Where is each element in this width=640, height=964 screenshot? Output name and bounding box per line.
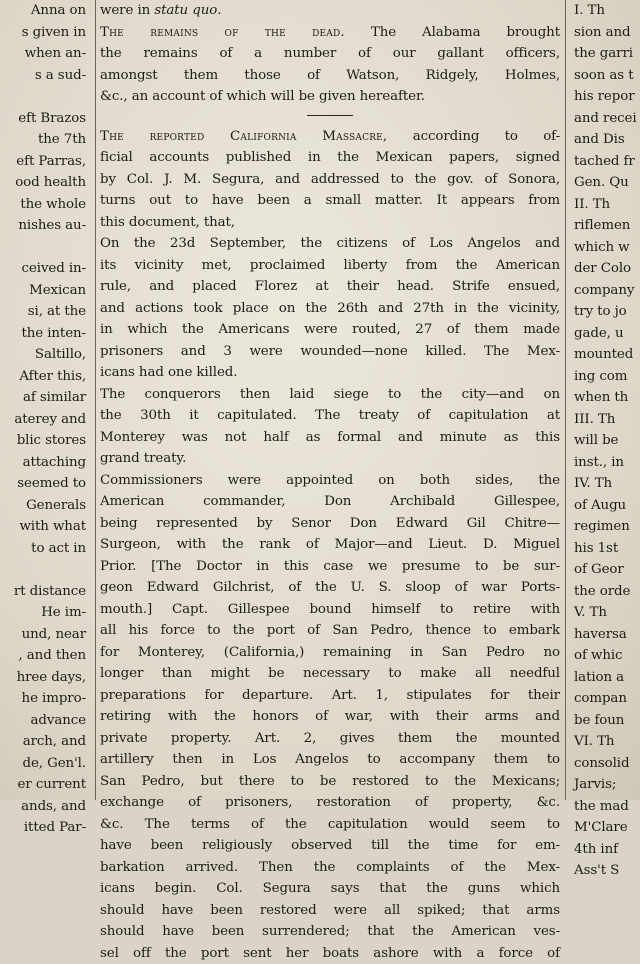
column-rule-left [95, 0, 96, 800]
left-column-line: s given in [0, 22, 90, 44]
article-line: private property. Art. 2, gives them the mounted [100, 728, 560, 750]
article-line: all his force to the port of San Pedro, thence to embark [100, 620, 560, 642]
right-column-line: IV. Th [570, 473, 640, 495]
article-line: San Pedro, but there to be restored to the Mexicans; [100, 771, 560, 793]
right-column-line: compan [570, 688, 640, 710]
article-line: in which the Americans were routed, 27 of them made [100, 319, 560, 341]
right-column-line: which w [570, 237, 640, 259]
article-line: by Col. J. M. Segura, and addressed to the gov. of Sonora, [100, 169, 560, 191]
right-column-line: riflemen [570, 215, 640, 237]
right-column-line: ing com [570, 366, 640, 388]
article-line: the 30th it capitulated. The treaty of capitulation at [100, 405, 560, 427]
right-column-line: of whic [570, 645, 640, 667]
right-column-line: tached fr [570, 151, 640, 173]
left-column-line: arch, and [0, 731, 90, 753]
left-column-line: ands, and [0, 796, 90, 818]
article-line: its vicinity met, proclaimed liberty from the American [100, 255, 560, 277]
massacre-heading: The reported California Massacre, [100, 129, 387, 144]
right-column-line: Jarvis; [570, 774, 640, 796]
article-separator [307, 115, 353, 116]
left-column-line [0, 237, 90, 259]
left-column-line: de, Gen'l. [0, 753, 90, 775]
right-column-line: 4th inf [570, 839, 640, 861]
right-column-line: M'Clare [570, 817, 640, 839]
article-line: and actions took place on the 26th and 27th in the vicinity, [100, 298, 560, 320]
left-column-line: the whole [0, 194, 90, 216]
left-column-line: when an- [0, 43, 90, 65]
article-line: amongst them those of Watson, Ridgely, Holmes, [100, 65, 560, 87]
article-line: rule, and placed Florez at their head. Strife ensued, [100, 276, 560, 298]
article-line [100, 22, 560, 44]
right-column-line: II. Th [570, 194, 640, 216]
right-column-line: consolid [570, 753, 640, 775]
left-column-line: advance [0, 710, 90, 732]
right-column-line: of Augu [570, 495, 640, 517]
left-column-line: nishes au- [0, 215, 90, 237]
right-column-line: soon as t [570, 65, 640, 87]
right-column-line: regimen [570, 516, 640, 538]
left-column-line: aterey and [0, 409, 90, 431]
left-column-line: Saltillo, [0, 344, 90, 366]
article-line: &c. The terms of the capitulation would seem to [100, 814, 560, 836]
left-column-line: After this, [0, 366, 90, 388]
right-column-line: the orde [570, 581, 640, 603]
article-line: Commissioners were appointed on both sides, the [100, 470, 560, 492]
left-column-line: he impro- [0, 688, 90, 710]
left-column-line: rt distance [0, 581, 90, 603]
right-column-line: I. Th [570, 0, 640, 22]
right-column-line: mounted [570, 344, 640, 366]
left-column-line: itted Par- [0, 817, 90, 839]
article-line: should have been restored were all spiked; that arms [100, 900, 560, 922]
article-line: geon Edward Gilchrist, of the U. S. sloop of war Ports- [100, 577, 560, 599]
left-column-line: the 7th [0, 129, 90, 151]
left-column-line: si, at the [0, 301, 90, 323]
article-line: The conquerors then laid siege to the city—and on [100, 384, 560, 406]
column-rule-right [565, 0, 566, 800]
left-column-line: Generals [0, 495, 90, 517]
right-column-line: V. Th [570, 602, 640, 624]
remains-heading: The remains of the dead. [100, 25, 345, 40]
left-column-line: seemed to [0, 473, 90, 495]
article-line: artillery then in Los Angelos to accompany them to [100, 749, 560, 771]
article-line: American commander, Don Archibald Gillespee, [100, 491, 560, 513]
article-line [100, 126, 560, 148]
article-line: exchange of prisoners, restoration of property, &c. [100, 792, 560, 814]
right-column-line: sion and [570, 22, 640, 44]
right-column-line: haversa [570, 624, 640, 646]
left-column-line: with what [0, 516, 90, 538]
article-line: for Monterey, (California,) remaining in San Pedro no [100, 642, 560, 664]
article-line: On the 23d September, the citizens of Los Angelos and [100, 233, 560, 255]
left-column-line: blic stores [0, 430, 90, 452]
article-line: grand treaty. [100, 448, 560, 470]
left-column-line: , and then [0, 645, 90, 667]
article-line: retiring with the honors of war, with their arms and [100, 706, 560, 728]
right-column-line: company [570, 280, 640, 302]
article-line: the remains of a number of our gallant officers, [100, 43, 560, 65]
article-line: prisoners and 3 were wounded—none killed. The Mex- [100, 341, 560, 363]
right-column-line: will be [570, 430, 640, 452]
article-line: longer than might be necessary to make all needful [100, 663, 560, 685]
left-column-line: Mexican [0, 280, 90, 302]
left-column-line: ceived in- [0, 258, 90, 280]
left-column-line: attaching [0, 452, 90, 474]
left-column-line: ood health [0, 172, 90, 194]
left-column-line: eft Parras, [0, 151, 90, 173]
right-column-line: gade, u [570, 323, 640, 345]
left-column-line: eft Brazos [0, 108, 90, 130]
left-column-line: er current [0, 774, 90, 796]
right-column-line: der Colo [570, 258, 640, 280]
article-line: this document, that, [100, 212, 560, 234]
article-line: sel off the port sent her boats ashore with a force of [100, 943, 560, 964]
left-column-line: hree days, [0, 667, 90, 689]
right-column-line: his repor [570, 86, 640, 108]
right-column-line: when th [570, 387, 640, 409]
right-column-line: III. Th [570, 409, 640, 431]
right-column-line: his 1st [570, 538, 640, 560]
article-line: turns out to have been a small matter. It appears from [100, 190, 560, 212]
article-line: barkation arrived. Then the complaints of the Mex- [100, 857, 560, 879]
right-column-line: be foun [570, 710, 640, 732]
article-line: Prior. [The Doctor in this case we presume to be sur- [100, 556, 560, 578]
article-line: mouth.] Capt. Gillespee bound himself to retire with [100, 599, 560, 621]
statu-quo-line: were in statu quo. [100, 3, 221, 18]
right-column-line: of Geor [570, 559, 640, 581]
right-column-line: Gen. Qu [570, 172, 640, 194]
article-line [100, 0, 560, 22]
article-line: &c., an account of which will be given hereafter. [100, 86, 560, 108]
left-column-line: af similar [0, 387, 90, 409]
article-line: Surgeon, with the rank of Major—and Lieut. D. Miguel [100, 534, 560, 556]
left-column-line [0, 559, 90, 581]
right-column-line: and recei [570, 108, 640, 130]
article-text: The Alabama brought [371, 25, 560, 40]
middle-column [100, 0, 560, 800]
article-line: ficial accounts published in the Mexican papers, signed [100, 147, 560, 169]
article-text: according to of- [413, 129, 560, 144]
right-column-line: lation a [570, 667, 640, 689]
right-column-line: the garri [570, 43, 640, 65]
article-line: icans begin. Col. Segura says that the guns which [100, 878, 560, 900]
left-column-line: s a sud- [0, 65, 90, 87]
left-column [0, 0, 90, 800]
right-column-line: and Dis [570, 129, 640, 151]
left-column-line: to act in [0, 538, 90, 560]
left-column-line: He im- [0, 602, 90, 624]
article-line: should have been surrendered; that the American ves- [100, 921, 560, 943]
article-line: icans had one killed. [100, 362, 560, 384]
article-line: have been religiously observed till the time for em- [100, 835, 560, 857]
left-column-line [0, 86, 90, 108]
article-line: being represented by Senor Don Edward Gil Chitre— [100, 513, 560, 535]
left-column-line: und, near [0, 624, 90, 646]
left-column-line: Anna on [0, 0, 90, 22]
left-column-line: the inten- [0, 323, 90, 345]
right-column-line: inst., in [570, 452, 640, 474]
article-line: Monterey was not half as formal and minute as this [100, 427, 560, 449]
right-column-line: the mad [570, 796, 640, 818]
right-column-line: Ass't S [570, 860, 640, 882]
right-column-line: try to jo [570, 301, 640, 323]
right-column [570, 0, 640, 800]
right-column-line: VI. Th [570, 731, 640, 753]
article-line: preparations for departure. Art. 1, stipulates for their [100, 685, 560, 707]
